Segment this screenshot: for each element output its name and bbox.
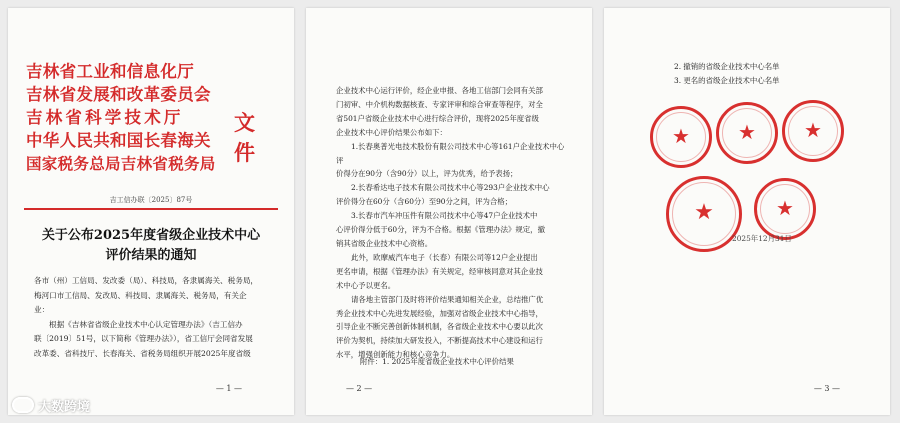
body-line: 3.长春市汽车冲压件有限公司技术中心等47户企业技术中 xyxy=(351,211,538,221)
seal-star-icon: ★ xyxy=(776,196,794,220)
seal-star-icon: ★ xyxy=(694,200,714,225)
body-line: 企业技术中心运行评价，经企业申报、各地工信部门会同有关部 xyxy=(336,86,543,95)
issue-date: 2025年12月31日 xyxy=(732,234,792,243)
attachment-item: 3. 更名的省级企业技术中心名单 xyxy=(674,76,780,85)
body-line: 此外，欧摩威汽车电子（长春）有限公司等12户企业提出 xyxy=(351,252,538,262)
body-line: 引导企业不断完善创新体制机制，各省级企业技术中心要以此次 xyxy=(336,322,543,332)
body-line: 梅河口市工信局、发改局、科技局、隶属海关、税务局，有关企 xyxy=(34,290,247,300)
seal-star-icon: ★ xyxy=(804,118,822,142)
page-number: — 2 — xyxy=(346,384,373,393)
body-line: 心评价得分低于60分，评为不合格。根据《管理办法》规定，撤 xyxy=(336,225,545,235)
agency-name: 吉林省工业和信息化厅 xyxy=(26,62,194,81)
official-seal xyxy=(782,100,844,162)
official-seal xyxy=(716,102,778,164)
document-page-1 xyxy=(8,8,294,415)
seal-star-icon: ★ xyxy=(672,124,690,148)
body-line: 请各地主管部门及时将评价结果通知相关企业，总结推广优 xyxy=(351,294,544,304)
attachment-list xyxy=(674,60,779,88)
body-line: 门初审、中介机构数据核查、专家评审和综合审查等程序，对全 xyxy=(336,99,543,109)
agency-name: 国家税务总局吉林省税务局 xyxy=(26,154,216,173)
body-line: 2.长春希达电子技术有限公司技术中心等293户企业技术中心 xyxy=(351,183,550,193)
body-line: 水平，增强创新能力和核心竞争力。 xyxy=(336,350,455,360)
official-seal xyxy=(666,176,742,252)
title-line: 评价结果的通知 xyxy=(105,248,197,263)
title-line: 关于公布2025年度省级企业技术中心 xyxy=(41,228,261,243)
agency-name: 吉林省发展和改革委员会 xyxy=(26,85,211,104)
body-line: 联〔2019〕51号，以下简称《管理办法》），省工信厅会同省发展 xyxy=(34,334,253,343)
agency-name: 中华人民共和国长春海关 xyxy=(26,131,211,150)
body-line: 根据《吉林省省级企业技术中心认定管理办法》（吉工信办 xyxy=(49,319,243,329)
watermark xyxy=(12,396,90,415)
page-number: — 3 — xyxy=(813,384,840,393)
header-wenjian: 文件 xyxy=(234,110,255,165)
body-text xyxy=(34,274,272,361)
body-line: 省501户省级企业技术中心进行综合评价，现将2025年度省级 xyxy=(336,113,539,123)
document-title xyxy=(8,226,294,266)
agency-name: 吉林省科学技术厅 xyxy=(26,108,184,127)
body-line: 改革委、省科技厅、长春海关、省税务局组织开展2025年度省级 xyxy=(34,348,251,358)
official-seal xyxy=(754,178,816,240)
seal-star-icon: ★ xyxy=(738,120,756,144)
attachment-item: 2. 撤销的省级企业技术中心名单 xyxy=(674,62,780,71)
body-line: 企业技术中心评价结果公布如下： xyxy=(336,127,447,137)
red-header xyxy=(26,60,255,175)
watermark-logo-icon xyxy=(12,397,34,413)
body-line: 秀企业技术中心先进发展经验，加强对省级企业技术中心指导， xyxy=(336,308,543,318)
body-line: 评价得分在60分（含60分）至90分之间，评为合格； xyxy=(336,197,513,207)
body-line: 1.长春奥普光电技术股份有限公司技术中心等161户企业技术中心评 xyxy=(336,141,565,165)
body-text xyxy=(336,84,566,362)
body-line: 业： xyxy=(34,305,50,314)
official-seal xyxy=(650,106,712,168)
body-line: 更名申请，根据《管理办法》有关规定，经审核同意对其企业技 xyxy=(336,266,543,276)
watermark-text: 大数跨境 xyxy=(38,400,91,415)
document-page-2 xyxy=(306,8,592,415)
body-line: 各市（州）工信局、发改委（局）、科技局，各隶属海关、税务局， xyxy=(34,276,259,285)
document-page-3 xyxy=(604,8,890,415)
document-number: 吉工信办联〔2025〕87号 xyxy=(109,196,193,204)
red-divider xyxy=(24,208,278,210)
body-line: 术中心予以更名。 xyxy=(336,280,396,290)
page-number: — 1 — xyxy=(215,384,242,393)
attachment-line: 附件：1. 2025年度省级企业技术中心评价结果 xyxy=(360,357,514,366)
body-line: 价得分在90分（含90分）以上，评为优秀，给予表扬； xyxy=(336,169,518,179)
body-line: 评价为契机，持续加大研发投入，不断提高技术中心建设和运行 xyxy=(336,336,543,346)
body-line: 销其省级企业技术中心资格。 xyxy=(336,238,433,248)
